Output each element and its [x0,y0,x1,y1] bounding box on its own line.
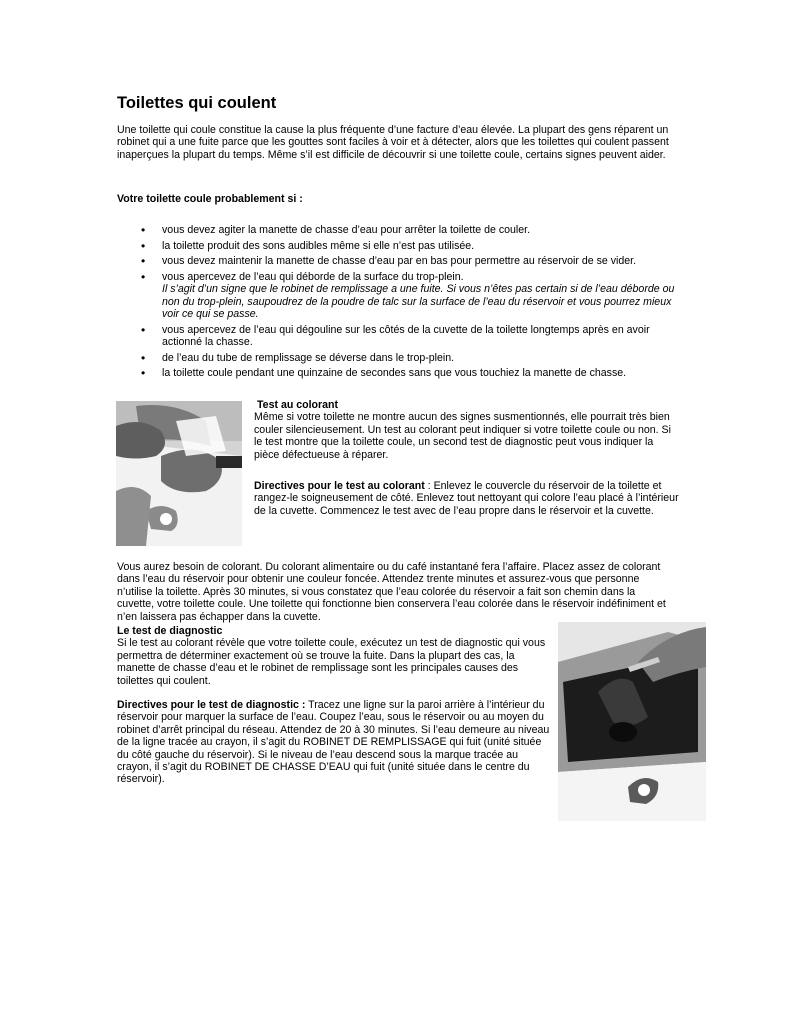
diagnostic-body: Si le test au colorant révèle que votre toilette coule, exécutez un test de diagnostic qui vous permettra de déterminer exactement où se trouve la fuite. Dans la plupart des cas, la manette de chasse d’eau et le robinet de remplissage sont les principales causes des toilettes qui coulent. [117,637,546,687]
dye-test-section [254,399,679,461]
tank-inspection-photo [558,622,706,821]
dye-directives-label: Directives pour le test au colorant [254,480,425,492]
signs-list [117,224,677,383]
list-item: • la toilette produit des sons audibles même si elle n’est pas utilisée. [117,240,677,252]
diagnostic-directives-label: Directives pour le test de diagnostic : [117,699,306,711]
diagnostic-directives-text: Tracez une ligne sur la paroi arrière à l’intérieur du réservoir pour marquer la surface de l’eau. Coupez l’eau, sous le réservoir ou au moyen du robinet d’arrêt principal du réseau. Attendez de 20 à 30 minutes. Si l’eau demeure au niveau de la ligne tracée au crayon, il s’agit du ROBINET DE REMPLISSAGE qui fuit (unité située du côté gauche du réservoir). Si le niveau de l’eau descend sous la marque tracée au crayon, il s’agit du ROBINET DE CHASSE D’EAU qui fuit (unité située dans le centre du réservoir). [117,699,550,786]
dye-test-title: Test au colorant [257,399,339,411]
list-item: • vous devez agiter la manette de chasse d’eau pour arrêter la toilette de couler. [117,224,677,236]
list-item: • la toilette coule pendant une quinzaine de secondes sans que vous touchiez la manette de chasse. [117,367,677,379]
dye-directives-text: : Enlevez le couvercle du réservoir de la toilette et rangez-le soigneusement de côté. Enlevez tout nettoyant qui colore l’eau placé à l’intérieur de la cuvette. Commencez le test avec de l’eau propre dans le réservoir et la cuvette. [254,480,679,517]
overflow-note: Il s’agit d’un signe que le robinet de remplissage a une fuite. Si vous n’êtes pas certain si de l’eau déborde ou non du trop-plein, saupoudrez de la poudre de talc sur la surface de l’eau du réservoir et vous pourrez mieux voir ce qui se passe. [162,283,675,320]
dye-test-body: Même si votre toilette ne montre aucun des signes susmentionnés, elle pourrait très bien couler silencieusement. Un test au colorant peut indiquer si votre toilette coule ou non. Si le test montre que la toilette coule, un second test de diagnostic peut vous indiquer la pièce défectueuse à réparer. [254,411,671,461]
signs-subheading: Votre toilette coule probablement si : [117,193,303,205]
intro-paragraph: Une toilette qui coule constitue la cause la plus fréquente d’une facture d’eau élevée. La plupart des gens réparent un robinet qui a une fuite parce que les gouttes sont faciles à voir et à détecter, alors que les toilettes qui coulent passent inaperçues la plupart du temps. Même s’il est difficile de découvrir si une toilette coule, certains signes peuvent aider. [117,124,669,161]
list-item: • vous apercevez de l’eau qui déborde de la surface du trop-plein. Il s’agit d’un signe que le robinet de remplissage a une fuite. Si vous n’êtes pas certain si de l’eau déborde ou non du trop-plein, saupoudrez de la poudre de talc sur la surface de l’eau du réservoir et vous pourrez mieux voir ce qui se passe. [117,271,677,321]
dye-test-directives [254,480,679,517]
diagnostic-section [117,625,550,687]
diagnostic-title: Le test de diagnostic [117,625,223,637]
colorant-paragraph: Vous aurez besoin de colorant. Du colorant alimentaire ou du café instantané fera l’affaire. Placez assez de colorant dans l’eau du réservoir pour obtenir une couleur foncée. Attendez trente minutes et assurez-vous que personne n’utilise la toilette. Après 30 minutes, si vous constatez que l’eau colorée du réservoir a fait son chemin dans la cuvette, votre toilette coule. Une toilette qui fonctionne bien conservera l’eau colorée dans le réservoir indéfiniment et n’en laissera pas échapper dans la cuvette. [117,561,666,623]
list-item: • vous apercevez de l’eau qui dégouline sur les côtés de la cuvette de la toilette longtemps après en avoir actionné la chasse. [117,324,677,349]
list-item: • vous devez maintenir la manette de chasse d’eau par en bas pour permettre au réservoir de se vider. [117,255,677,267]
diagnostic-directives [117,699,550,786]
list-item: • de l’eau du tube de remplissage se déverse dans le trop-plein. [117,352,677,364]
page-title: Toilettes qui coulent [117,94,277,112]
dye-test-photo [116,401,242,546]
